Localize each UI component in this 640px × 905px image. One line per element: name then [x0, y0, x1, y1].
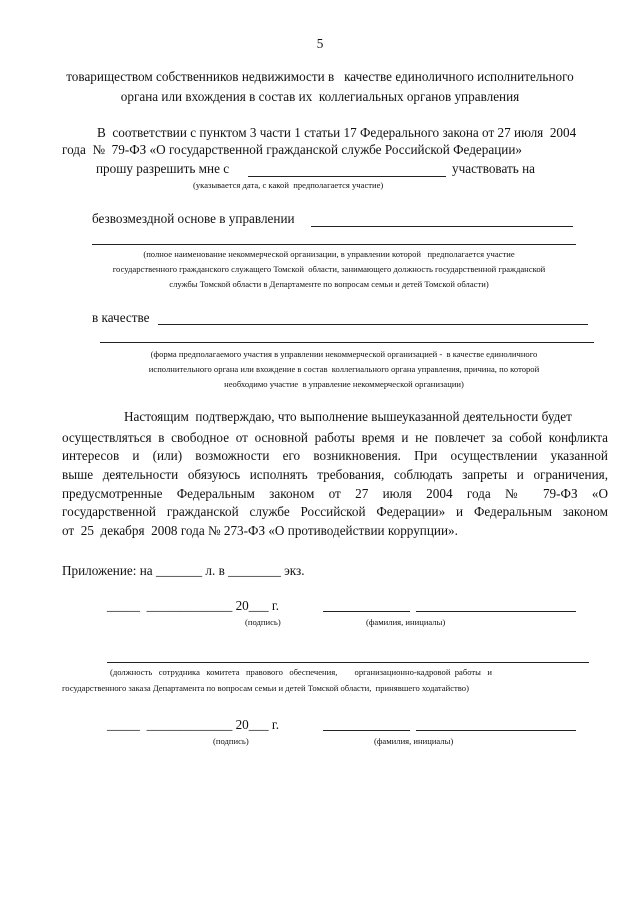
signature-hint-2: (подпись) — [213, 736, 249, 746]
confirmation-line-3: интересов и (или) возможности его возникновения. При осуществлении указанной — [62, 448, 608, 463]
attachment-line: Приложение: на _______ л. в ________ экз. — [62, 563, 305, 578]
participation-hint-line-2: исполнительного органа или вхождение в состав коллегиального органа управления, причина, по которой — [148, 364, 540, 374]
start-date-field[interactable] — [248, 176, 446, 177]
organization-hint-line-1: (полное наименование некоммерческой организации, в управлении которой предполагается участие — [143, 249, 515, 259]
page-number: 5 — [316, 36, 324, 51]
signature-hint-1: (подпись) — [245, 617, 281, 627]
participation-hint-line-1: (форма предполагаемого участия в управлении некоммерческой организацией - в качестве единоличного — [150, 349, 538, 359]
law-reference-line-2: года № 79-ФЗ «О государственной гражданской службе Российской Федерации» — [62, 142, 522, 157]
confirmation-line-7: от 25 декабря 2008 года № 273-ФЗ «О противодействии коррупции». — [62, 523, 458, 538]
participation-form-field[interactable] — [158, 324, 588, 325]
capacity-label: в качестве — [92, 310, 150, 325]
confirmation-line-4: выше деятельности обязуюсь исполнять требования, соблюдать запреты и ограничения, — [62, 467, 608, 482]
organization-name-field-continued[interactable] — [92, 244, 576, 245]
intro-line-2: органа или вхождения в состав их коллегиальных органов управления — [120, 89, 520, 104]
position-field[interactable] — [107, 662, 589, 663]
law-reference-line-1: В соответствии с пунктом 3 части 1 статьи 17 Федерального закона от 27 июля 2004 — [97, 125, 577, 140]
organization-hint-line-3: службы Томской области в Департаменте по вопросам семьи и детей Томской области) — [169, 279, 489, 289]
confirmation-line-6: государственной гражданской службе Российской Федерации» и Федеральным законом — [62, 504, 608, 519]
confirmation-line-5: предусмотренные Федеральным законом от 27 июля 2004 года № 79-ФЗ «О — [62, 486, 608, 501]
confirmation-line-2: осуществляться в свободное от основной работы время и не повлечет за собой конфликта — [62, 430, 608, 445]
intro-line-1: товариществом собственников недвижимости в качестве единоличного исполнительного — [66, 69, 574, 84]
name-hint-2: (фамилия, инициалы) — [374, 736, 454, 746]
start-date-hint: (указывается дата, с какой предполагается участие) — [193, 180, 384, 190]
signature-field-2[interactable] — [323, 730, 410, 731]
organization-name-field[interactable] — [311, 226, 573, 227]
request-prefix: прошу разрешить мне с — [96, 161, 230, 176]
position-hint-line-1: (должность сотрудника комитета правового обеспечения, организационно-кадровой работы и — [110, 667, 492, 677]
request-suffix: участвовать на — [452, 161, 535, 176]
participation-form-field-continued[interactable] — [100, 342, 594, 343]
name-hint-1: (фамилия, инициалы) — [366, 617, 446, 627]
signature-date-line-2: _____ _____________ 20___ г. — [107, 717, 280, 732]
confirmation-line-1: Настоящим подтверждаю, что выполнение вышеуказанной деятельности будет — [124, 409, 572, 424]
participation-hint-line-3: необходимо участие в управление некоммерческой организации) — [224, 379, 464, 389]
name-field-1[interactable] — [416, 611, 576, 612]
organization-hint-line-2: государственного гражданского служащего Томской области, занимающего должность государственной гражданской — [112, 264, 546, 274]
name-field-2[interactable] — [416, 730, 576, 731]
signature-date-line-1: _____ _____________ 20___ г. — [107, 598, 280, 613]
signature-field-1[interactable] — [323, 611, 410, 612]
position-hint-line-2: государственного заказа Департамента по вопросам семьи и детей Томской области, принявшего ходатайство) — [62, 683, 469, 693]
management-label: безвозмездной основе в управлении — [92, 211, 295, 226]
